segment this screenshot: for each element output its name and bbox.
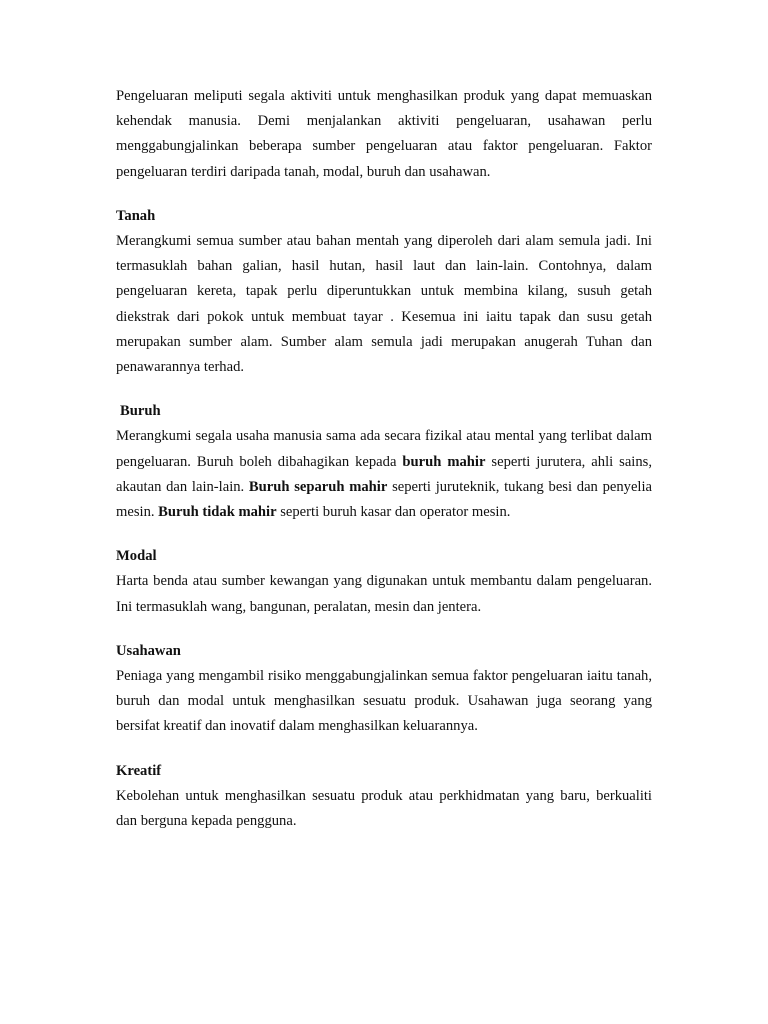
section-modal xyxy=(116,544,652,620)
paragraph-modal: Harta benda atau sumber kewangan yang digunakan untuk membantu dalam pengeluaran. Ini termasuklah wang, bangunan, peralatan, mesin dan jentera. xyxy=(116,573,652,615)
buruh-text-2: seperti jurutera, ahli sains, akautan dan lain-lain. xyxy=(116,453,652,495)
buruh-text-3: seperti juruteknik, tukang besi dan penyelia mesin. xyxy=(116,478,653,521)
buruh-bold-tidak-mahir: Buruh tidak mahir xyxy=(158,504,277,521)
buruh-text-1: Merangkumi segala usaha manusia sama ada secara fizikal atau mental yang terlibat dalam pengeluaran. Buruh boleh dibahagikan kepada xyxy=(116,428,652,470)
heading-modal: Modal xyxy=(116,548,157,565)
paragraph-tanah: Merangkumi semua sumber atau bahan mentah yang diperoleh dari alam semula jadi. Ini termasuklah bahan galian, hasil hutan, hasil laut dan lain-lain. Contohnya, dalam pengeluaran kereta, tapak perlu diperuntukkan untuk membina kilang, susuh getah diekstrak dari pokok untuk membuat tayar . Kesemua ini iaitu tapak dan susu getah merupakan sumber alam. Sumber alam semula jadi merupakan anugerah Tuhan dan penawarannya terhad. xyxy=(116,233,652,376)
paragraph-usahawan: Peniaga yang mengambil risiko menggabungjalinkan semua faktor pengeluaran iaitu tanah, buruh dan modal untuk menghasilkan sesuatu produk. Usahawan juga seorang yang bersifat kreatif dan inovatif dalam menghasilkan keluarannya. xyxy=(116,668,652,735)
heading-usahawan: Usahawan xyxy=(116,642,181,659)
document-page xyxy=(116,84,652,853)
heading-buruh: Buruh xyxy=(120,403,161,420)
section-tanah xyxy=(116,204,652,380)
heading-tanah: Tanah xyxy=(116,207,156,224)
buruh-text-4: seperti buruh kasar dan operator mesin. xyxy=(276,504,511,521)
paragraph-buruh xyxy=(116,424,652,525)
section-usahawan xyxy=(116,639,652,740)
intro-paragraph: Pengeluaran meliputi segala aktiviti untuk menghasilkan produk yang dapat memuaskan kehendak manusia. Demi menjalankan aktiviti pengeluaran, usahawan perlu menggabungjalinkan beberapa sumber pengeluaran atau faktor pengeluaran. Faktor pengeluaran terdiri daripada tanah, modal, buruh dan usahawan. xyxy=(116,88,652,180)
buruh-bold-mahir: buruh mahir xyxy=(402,453,486,470)
section-buruh xyxy=(116,399,652,525)
section-kreatif xyxy=(116,759,652,835)
buruh-bold-separuh-mahir: Buruh separuh mahir xyxy=(248,478,388,495)
paragraph-kreatif: Kebolehan untuk menghasilkan sesuatu produk atau perkhidmatan yang baru, berkualiti dan berguna kepada pengguna. xyxy=(116,787,652,830)
heading-kreatif: Kreatif xyxy=(116,762,162,779)
